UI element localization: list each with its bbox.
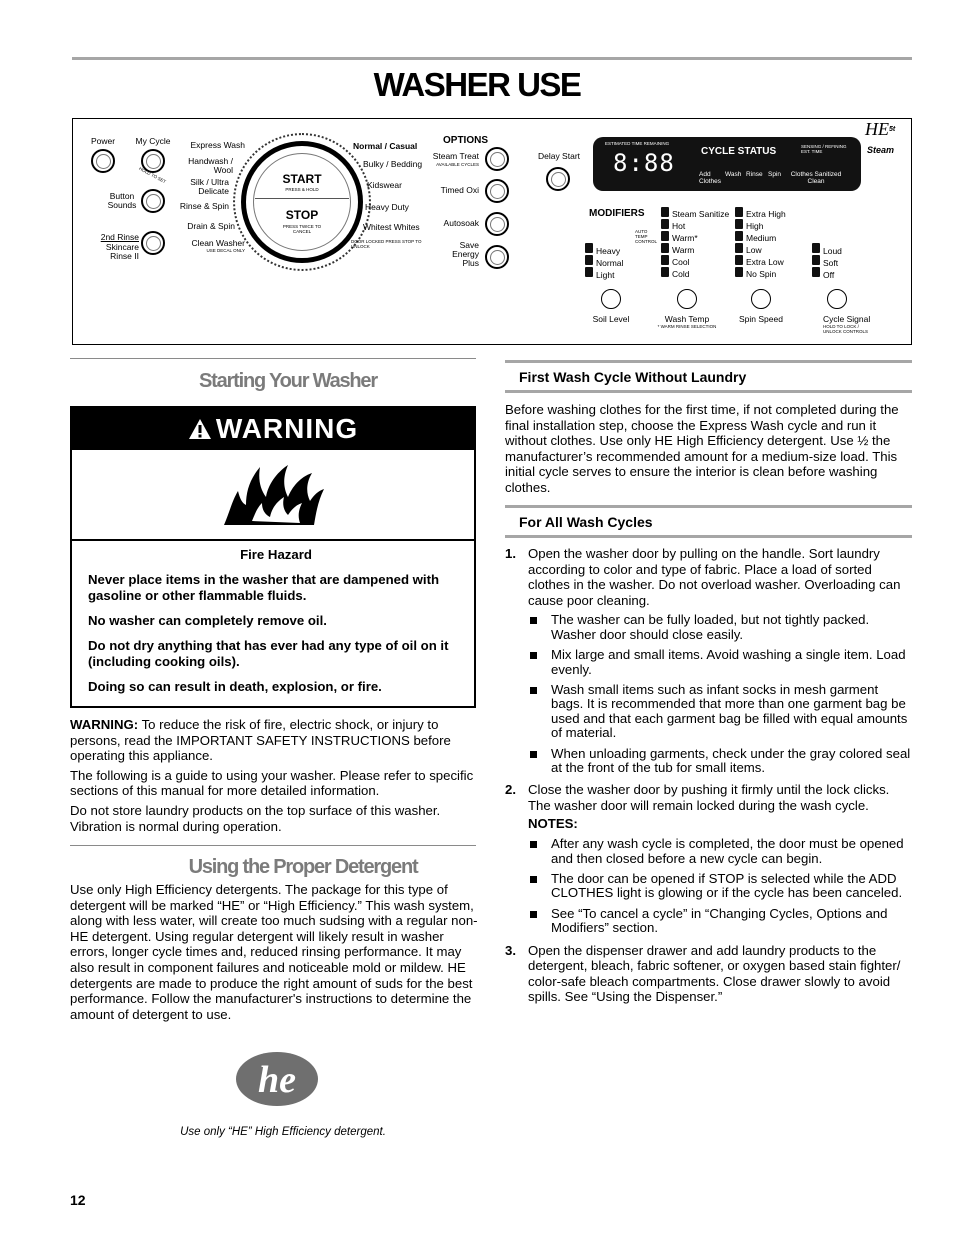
delay-start-knob-icon [546,167,570,191]
power-knob-icon [91,149,115,173]
temp-cold: Cold [672,269,690,279]
he-badge-sup: 5t [889,126,896,133]
rule-starting [70,358,476,359]
cycle-status-label: CYCLE STATUS [701,146,777,157]
spin-extra-high: Extra High [746,209,786,219]
warning-line-dry: Do not dry anything that has ever had any type of oil on it (including cooking oils). [88,638,449,669]
temp-led-column [661,207,669,279]
button-sounds-label: Button Sounds [107,191,137,210]
step-1 [505,546,913,775]
heading-proper-detergent: Using the Proper Detergent [188,856,418,878]
heading-starting-your-washer: Starting Your Washer [199,370,377,392]
step-2-notes [528,837,913,935]
save-energy-knob-icon [485,245,509,269]
stage-spin: Spin [768,171,782,178]
temp-hot: Hot [672,221,686,231]
cycle-bulky-bedding: Bulky / Bedding [363,159,423,169]
warning-text [88,547,464,704]
spin-led-column [735,207,743,279]
steam-badge: Steam [867,145,895,155]
step-text: Open the dispenser drawer and add laundry products to the detergent, bleach, fabric softener, or oxygen based stain fighter/ color-safe bleach compartments. Close drawer slowly to avoid spills. See “Using the Dispenser.” [528,942,901,1005]
temp-cool: Cool [672,257,690,267]
cycle-normal-casual: Normal / Casual [353,141,418,151]
he-logo-text: he [258,1059,296,1101]
skincare-rinse-label: Skincare Rinse II [105,242,139,261]
step-number: 3. [505,942,516,958]
warning-paragraph [70,717,482,764]
soil-heavy: Heavy [596,246,621,256]
cycle-clean-washer: Clean Washer [191,238,245,248]
autosoak-knob-icon [485,212,509,236]
est-time-label: ESTIMATED TIME REMAINING [605,141,670,146]
warning-header [72,408,474,450]
first-wash-paragraph: Before washing clothes for the first time, if not completed during the final installation step, choose the Express Wash cycle and run it without clothes. Use only HE High Efficiency detergent. Use ½ the manufacturer’s recommended amount for a medium-size load. This initial cycle serves to ensure the interior is clean before washing clothes. [505,402,899,495]
sensing-label: SENSING / REFINING EST. TIME [801,144,847,154]
cycle-signal-button-icon [827,289,847,309]
notes-label: NOTES: [528,815,578,831]
door-locked-note: DOOR LOCKED PRESS STOP TO UNLOCK [351,239,422,249]
my-cycle-label: My Cycle [135,136,171,146]
list-item: Wash small items such as infant socks in mesh garment bags. It is recommended that more than one garment bag be used and that each garment bag be filled with equal amounts of material. [528,683,913,741]
step-2 [505,782,913,935]
warning-box [70,406,476,708]
auto-temp-label: AUTO TEMP CONTROL [635,229,658,244]
guide-paragraph: The following is a guide to using your washer. Please refer to specific sections of this manual for more detailed information. [70,767,474,799]
list-item: Mix large and small items. Avoid washing a single item. Load evenly. [528,648,913,677]
option-autosoak: Autosoak [443,218,479,228]
wash-temp-button-icon [677,289,697,309]
store-paragraph: Do not store laundry products on the top surface of this washer. Vibration is normal during operation. [70,802,441,834]
soil-normal: Normal [596,258,624,268]
power-label: Power [90,136,116,146]
cycle-express-wash: Express Wash [190,140,245,150]
heading-all-cycles: For All Wash Cycles [519,514,653,530]
signal-loud: Loud [823,246,842,256]
signal-off: Off [823,270,835,280]
control-panel-diagram [72,118,912,345]
modifiers-title: MODIFIERS [589,208,645,219]
list-item: After any wash cycle is completed, the door must be opened and then closed before a new cycle can begin. [528,837,913,866]
page-number: 12 [70,1192,86,1208]
page-title: WASHER USE [373,66,581,103]
spin-low: Low [746,245,762,255]
cycle-whitest-whites: Whitest Whites [363,222,420,232]
second-rinse-knob-icon [141,231,165,255]
cycle-signal-label: Cycle Signal [823,314,871,324]
button-sounds-knob-icon [141,189,165,213]
warning-prefix: WARNING: [70,717,139,732]
stage-sanitized-clean: Clothes Sanitized Clean [790,171,842,185]
wash-steps [505,546,913,1009]
step-number: 1. [505,546,516,561]
soil-level-label: Soil Level [592,314,630,324]
temp-steam-sanitize: Steam Sanitize [672,209,730,219]
option-save-energy-plus: Save Energy Plus [452,240,479,268]
rule-first-wash-top [505,360,912,363]
option-timed-oxi: Timed Oxi [440,185,479,195]
cycle-drain-spin: Drain & Spin [187,221,235,231]
spin-speed-button-icon [751,289,771,309]
fire-hazard-icon [222,461,326,527]
he-logo [234,1050,320,1108]
step-number: 2. [505,782,516,798]
warning-title: WARNING [215,413,359,444]
rule-all-cycles-top [505,505,912,508]
list-item: See “To cancel a cycle” in “Changing Cycles, Options and Modifiers” section. [528,907,913,936]
hold-to-set-label: HOLD TO SET [138,165,167,185]
temp-warm-star: Warm* [672,233,698,243]
status-display [593,137,861,191]
delay-start-label: Delay Start [537,151,581,161]
cycle-kidswear: Kidswear [367,180,402,190]
dial-start-sub: PRESS & HOLD [285,187,319,192]
step-1-bullets [528,613,913,775]
heading-first-wash: First Wash Cycle Without Laundry [519,369,747,385]
warning-line-result: Doing so can result in death, explosion, or fire. [88,679,382,694]
detergent-body [70,882,482,1026]
warning-paragraph-text: To reduce the risk of fire, electric shock, or injury to persons, read the IMPORTANT SAFETY INSTRUCTIONS before operating this appliance. [70,717,451,764]
cycle-dial [241,141,363,263]
list-item: The washer can be fully loaded, but not tightly packed. Washer door should close easily. [528,613,913,642]
signal-led-column [812,243,820,279]
wash-temp-label: Wash Temp [664,314,710,324]
dial-start-label: START [282,172,322,186]
option-steam-treat: Steam Treat [432,151,479,161]
temp-warm: Warm [672,245,695,255]
second-rinse-label: 2nd Rinse [100,232,139,242]
fire-hazard-label: Fire Hazard [240,547,312,562]
top-rule [72,57,912,60]
step-text: Close the washer door by pushing it firmly until the lock clicks. The washer door will remain locked during the wash cycle. [528,782,890,814]
spin-no-spin: No Spin [746,269,777,279]
rule-detergent [70,845,476,846]
stage-add-clothes: Add Clothes [699,171,722,185]
detergent-paragraph: Use only High Efficiency detergents. The package for this type of detergent will be marked “HE” or “High Efficiency.” This wash system, along with less water, will create too much sudsing with a regular non-HE detergent. Using regular detergent will likely result in washer errors, longer cycle times and, reduced rinsing performance. It may also result in component failures and noticeable mold or mildew. HE detergents are made to produce the right amount of suds for the best performance. Follow the manufacturer's instructions to determine the amount of detergent to use. [70,882,478,1022]
cycle-heavy-duty: Heavy Duty [365,202,409,212]
stage-rinse: Rinse [746,171,763,178]
warning-divider [72,539,474,541]
steam-treat-knob-icon [485,147,509,171]
soil-light: Light [596,270,615,280]
soil-level-button-icon [601,289,621,309]
warning-line-oil: No washer can completely remove oil. [88,613,327,628]
clean-washer-note: USE DECAL ONLY [206,248,245,253]
he-caption: Use only “HE” High Efficiency detergent. [180,1126,386,1138]
soil-led-column [585,243,593,279]
first-wash-body [505,402,915,500]
starting-body [70,717,482,838]
spin-speed-label: Spin Speed [739,314,783,324]
hold-to-lock-note: HOLD TO LOCK / UNLOCK CONTROLS [823,324,869,334]
spin-medium: Medium [746,233,777,243]
list-item: When unloading garments, check under the gray colored seal at the front of the tub for small items. [528,747,913,776]
time-digits: 8:88 [613,149,675,177]
signal-soft: Soft [823,258,839,268]
spin-extra-low: Extra Low [746,257,784,267]
rule-first-wash-bottom [505,390,912,393]
options-note: AVAILABLE CYCLES [436,162,479,167]
cycle-rinse-spin: Rinse & Spin [179,201,229,211]
dial-stop-label: STOP [285,208,319,222]
warm-rinse-note: * WARM RINSE SELECTION [657,324,717,329]
warning-line-gasoline: Never place items in the washer that are dampened with gasoline or other flammable fluids. [88,572,440,603]
step-text: Open the washer door by pulling on the handle. Sort laundry according to color and type of fabric. Place a load of sorted clothes in the washer. Do not overload washer. Overloading can cause poor cleaning. [528,546,901,608]
timed-oxi-knob-icon [485,179,509,203]
he-badge: HE [865,119,889,139]
list-item: The door can be opened if STOP is selected while the ADD CLOTHES light is glowing or if the cycle has been canceled. [528,872,913,901]
spin-high: High [746,221,764,231]
options-title: OPTIONS [443,135,489,146]
stage-wash: Wash [725,171,742,178]
rule-all-cycles-bottom [505,535,912,538]
warning-triangle-icon [188,418,212,440]
step-3 [505,943,913,1005]
cycle-silk-ultra-delicate: Silk / Ultra Delicate [190,177,229,196]
dial-stop-sub: PRESS TWICE TO CANCEL [282,224,322,234]
cycle-handwash-wool: Handwash / Wool [188,156,233,175]
